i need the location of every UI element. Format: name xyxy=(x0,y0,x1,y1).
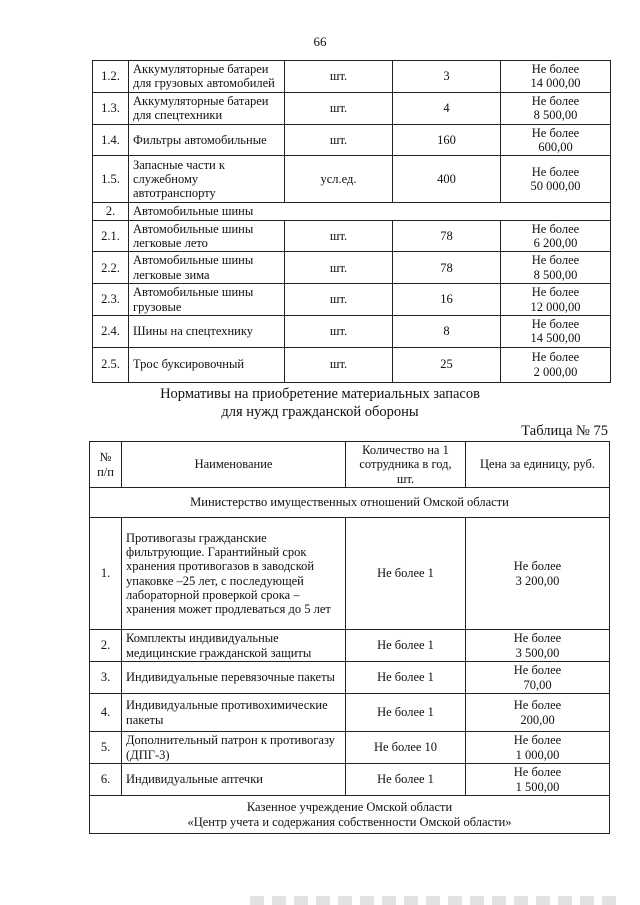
heading-line-1: Нормативы на приобретение материальных запасов xyxy=(160,386,480,402)
item-name: Шины на спецтехнику xyxy=(129,315,285,347)
item-name: Автомобильные шины легковые зима xyxy=(129,252,285,284)
item-quantity: Не более 1 xyxy=(346,630,466,662)
item-quantity: 16 xyxy=(393,284,501,316)
section-title: Автомобильные шины xyxy=(129,203,611,220)
table-row xyxy=(93,92,611,124)
item-price xyxy=(501,220,611,252)
row-number: 6. xyxy=(90,764,122,796)
price-value: 8 500,00 xyxy=(533,267,578,282)
item-name: Запасные части к служебному автотранспорту xyxy=(129,156,285,203)
row-number: 3. xyxy=(90,662,122,694)
row-number: 2.4. xyxy=(93,315,129,347)
section-row xyxy=(93,203,611,220)
item-quantity: Не более 1 xyxy=(346,694,466,732)
row-number: 4. xyxy=(90,694,122,732)
section-institution xyxy=(90,796,610,834)
price-value: 1 500,00 xyxy=(515,779,560,794)
table-row xyxy=(93,61,611,93)
table-row xyxy=(90,630,610,662)
table-number: Таблица № 75 xyxy=(521,423,608,439)
item-unit: шт. xyxy=(285,284,393,316)
item-name: Аккумуляторные батареи для грузовых автомобилей xyxy=(129,61,285,93)
item-quantity: 160 xyxy=(393,124,501,156)
item-name: Фильтры автомобильные xyxy=(129,124,285,156)
price-prefix: Не более xyxy=(513,559,562,574)
table-row xyxy=(90,662,610,694)
price-prefix: Не более xyxy=(513,698,562,713)
item-unit: шт. xyxy=(285,124,393,156)
price-value: 50 000,00 xyxy=(530,179,581,194)
item-quantity: 3 xyxy=(393,61,501,93)
section-institution-line-1: Казенное учреждение Омской области xyxy=(246,800,453,815)
price-prefix: Не более xyxy=(513,765,562,780)
item-price xyxy=(466,732,610,764)
item-price xyxy=(501,156,611,203)
price-value: 3 500,00 xyxy=(515,645,560,660)
price-value: 12 000,00 xyxy=(530,299,581,314)
price-value: 200,00 xyxy=(520,712,555,727)
table-row xyxy=(93,284,611,316)
row-number: 2.5. xyxy=(93,347,129,382)
item-quantity: 4 xyxy=(393,92,501,124)
row-number: 1. xyxy=(90,518,122,630)
table-row xyxy=(93,156,611,203)
price-value: 1 000,00 xyxy=(515,747,560,762)
item-price xyxy=(501,347,611,382)
header-num: № п/п xyxy=(90,442,122,488)
price-value: 600,00 xyxy=(538,139,573,154)
price-value: 14 000,00 xyxy=(530,76,581,91)
item-unit: шт. xyxy=(285,347,393,382)
item-quantity: Не более 1 xyxy=(346,764,466,796)
price-value: 70,00 xyxy=(523,677,552,692)
item-name: Трос буксировочный xyxy=(129,347,285,382)
row-number: 2.1. xyxy=(93,220,129,252)
item-name: Автомобильные шины грузовые xyxy=(129,284,285,316)
header-price: Цена за единицу, руб. xyxy=(466,442,610,488)
item-price xyxy=(466,764,610,796)
item-name: Индивидуальные перевязочные пакеты xyxy=(122,662,346,694)
row-number: 1.3. xyxy=(93,92,129,124)
item-price xyxy=(466,662,610,694)
item-name: Индивидуальные противохимические пакеты xyxy=(122,694,346,732)
price-prefix: Не более xyxy=(531,316,580,331)
bleed-through-marks xyxy=(250,896,620,905)
vehicle-supplies-table xyxy=(92,60,611,383)
section-row xyxy=(90,488,610,518)
price-value: 14 500,00 xyxy=(530,331,581,346)
item-unit: шт. xyxy=(285,92,393,124)
price-prefix: Не более xyxy=(513,733,562,748)
page-number: 66 xyxy=(313,34,327,49)
table-row xyxy=(93,220,611,252)
heading-line-2: для нужд гражданской обороны xyxy=(221,404,419,420)
item-price xyxy=(466,630,610,662)
item-quantity: 400 xyxy=(393,156,501,203)
row-number: 5. xyxy=(90,732,122,764)
table-row xyxy=(93,252,611,284)
item-name: Комплекты индивидуальные медицинские гражданской защиты xyxy=(122,630,346,662)
price-prefix: Не более xyxy=(531,285,580,300)
item-name: Противогазы гражданские фильтрующие. Гарантийный срок хранения противогазов в заводской упаковке –25 лет, с последующей лабораторной проверкой срока – хранения может продлеваться до 5 лет xyxy=(122,518,346,630)
item-quantity: Не более 1 xyxy=(346,662,466,694)
price-prefix: Не более xyxy=(531,93,580,108)
item-price xyxy=(501,61,611,93)
price-prefix: Не более xyxy=(513,663,562,678)
item-price xyxy=(501,92,611,124)
table-row xyxy=(93,347,611,382)
section-ministry: Министерство имущественных отношений Омской области xyxy=(90,488,610,518)
civil-defense-table xyxy=(89,441,610,834)
item-price xyxy=(501,124,611,156)
table-row xyxy=(93,315,611,347)
row-number: 1.5. xyxy=(93,156,129,203)
item-price xyxy=(466,694,610,732)
price-value: 2 000,00 xyxy=(533,364,578,379)
item-unit: шт. xyxy=(285,220,393,252)
price-value: 3 200,00 xyxy=(515,573,560,588)
table-row xyxy=(93,124,611,156)
row-number: 2. xyxy=(90,630,122,662)
section-institution-line-2: «Центр учета и содержания собственности Омской области» xyxy=(187,814,512,829)
table-row xyxy=(90,732,610,764)
item-quantity: 25 xyxy=(393,347,501,382)
table-row xyxy=(90,694,610,732)
row-number: 2.3. xyxy=(93,284,129,316)
row-number: 1.2. xyxy=(93,61,129,93)
table-row xyxy=(90,518,610,630)
price-value: 6 200,00 xyxy=(533,236,578,250)
item-quantity: 78 xyxy=(393,252,501,284)
item-price xyxy=(501,252,611,284)
table-row xyxy=(90,764,610,796)
price-prefix: Не более xyxy=(531,164,580,179)
item-price xyxy=(466,518,610,630)
price-prefix: Не более xyxy=(531,125,580,140)
section-number: 2. xyxy=(93,203,129,220)
row-number: 2.2. xyxy=(93,252,129,284)
item-name: Дополнительный патрон к противогазу (ДПГ-3) xyxy=(122,732,346,764)
row-number: 1.4. xyxy=(93,124,129,156)
price-prefix: Не более xyxy=(531,253,580,268)
header-name: Наименование xyxy=(122,442,346,488)
price-prefix: Не более xyxy=(531,350,580,365)
item-price xyxy=(501,284,611,316)
item-name: Автомобильные шины легковые лето xyxy=(129,220,285,252)
item-quantity: 8 xyxy=(393,315,501,347)
price-prefix: Не более xyxy=(513,631,562,646)
item-name: Аккумуляторные батареи для спецтехники xyxy=(129,92,285,124)
item-name: Индивидуальные аптечки xyxy=(122,764,346,796)
price-prefix: Не более xyxy=(531,62,580,76)
price-value: 8 500,00 xyxy=(533,108,578,123)
item-quantity: Не более 10 xyxy=(346,732,466,764)
header-row xyxy=(90,442,610,488)
item-unit: шт. xyxy=(285,315,393,347)
item-price xyxy=(501,315,611,347)
section-row xyxy=(90,796,610,834)
header-qty: Количество на 1 сотрудника в год, шт. xyxy=(346,442,466,488)
item-quantity: Не более 1 xyxy=(346,518,466,630)
item-unit: шт. xyxy=(285,252,393,284)
price-prefix: Не более xyxy=(531,221,580,236)
item-quantity: 78 xyxy=(393,220,501,252)
item-unit: усл.ед. xyxy=(285,156,393,203)
item-unit: шт. xyxy=(285,61,393,93)
